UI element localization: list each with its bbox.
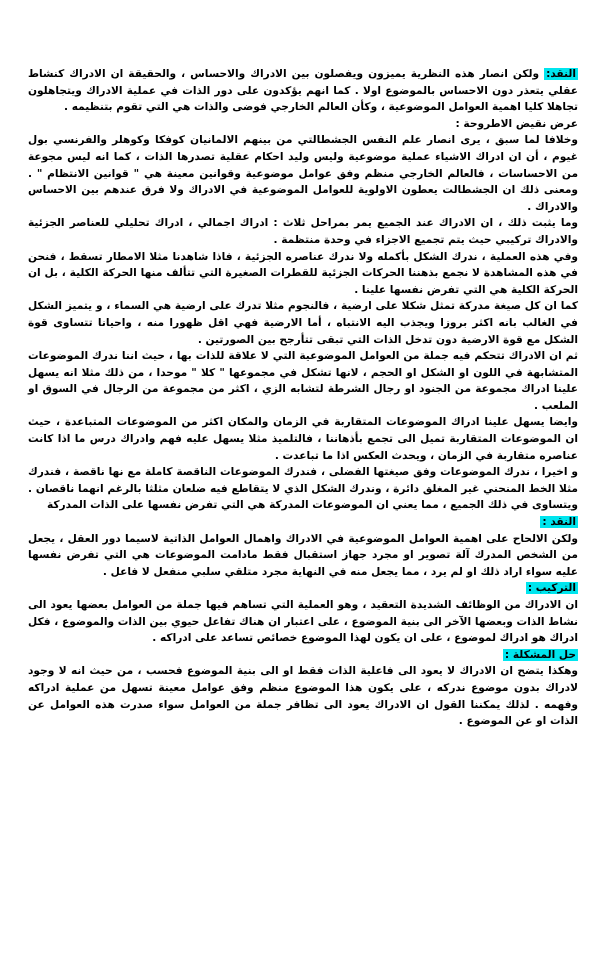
synthesis-label: التركيب : (527, 582, 576, 595)
body-paragraph: وخلافا لما سبق ، يرى انصار علم النفس الجشطالتي من بينهم الالمانيان كوفكا وكوهلر والفرنسي بول غيوم ، أن ان ادراك الاشياء عملية موضوعية وليس وليد احكام عقلية تصدرها الذات ، كما انه ليس مجوعة من الاحساسات ، فالعالم الخارجي منظم وفق عوامل موضوعية وقوانين معينة هي " قوانين الانتظام " . ومعنى ذلك ان الجشطالت يعطون الاولوية للعوامل الموضوعية في الادراك ولا فرق عندهم بين الاحساس والادراك . (28, 134, 578, 213)
critique-text-2: ولكن الالحاح على اهمية العوامل الموضوعية في الادراك واهمال العوامل الذاتية لاسيما دور العقل ، يجعل من الشخص المدرك آلة تصوير او مجرد جهاز استقبال فقط مادامت الموضوعات هي التي تفرض نفسها عليه سواء اراد ذلك او لم يرد ، مما يجعل منه في النهاية مجرد متلقي سلبي منفعل لا فاعل . (28, 532, 578, 578)
body-paragraph: ثم ان الادراك تتحكم فيه جملة من العوامل الموضوعية التي لا علاقة للذات بها ، حيث اننا ندرك الموضوعات المتشابهة في اللون او الشكل او الحجم ، لانها تشكل في مجموعها " كلا " موحدا ، من ذلك مثلا انه يسهل علينا ادراك مجموعة من الجنود او رجال الشرطة لتشابه الزي ، اكثر من مجموعة من الرجال في السوق او الملعب . (28, 350, 578, 412)
solution-text: وهكذا يتضح ان الادراك لا يعود الى فاعلية الذات فقط او الى بنية الموضوع فحسب ، من حيث انه لا وجود لادراك بدون موضوع ندركه ، على يكون هذا الموضوع منظم وفق عوامل معينة تسهل من عملية ادراكه وفهمه . لذلك يمكننا القول ان الادراك يعود الى تظافر جملة من العوامل سواء صدرت هذه العوامل عن الذات او عن الموضوع . (28, 665, 578, 728)
solution-label: حل المشكلة : (504, 648, 576, 661)
document-body (28, 66, 578, 730)
critique-label-2-line (28, 514, 578, 531)
critique-label-2: النقد : (542, 516, 576, 529)
body-paragraph: و اخيرا ، ندرك الموضوعات وفق صيغتها الفضلى ، فندرك الموضوعات الناقصة كاملة مع نها ناقصة ، فندرك مثلا الخط المنحني غير المغلق دائرة ، وندرك الشكل الذي لا يتقاطع فيه ضلعان مثلثا بالرغم انهما ناقصان . ويتساوى في ذلك الجميع ، مما يعني ان الموضوعات المدركة هي التي تفرض نفسها على الذات المدركة (28, 466, 578, 512)
body-paragraph: كما ان كل صيغة مدركة تمثل شكلا على ارضية ، فالنجوم مثلا تدرك على ارضية هي السماء ، و يتميز الشكل في الغالب بانه اكثر بروزا ويجذب اليه الانتباه ، أما الارضية فهي اقل ظهورا منه ، واحيانا تتساوى قوة الشكل مع قوة الارضية دون تدخل الذات التي تبقى تتأرجح بين الصورتين . (28, 300, 578, 346)
solution-label-line (28, 647, 578, 664)
critique-label-1: النقد: (546, 68, 576, 80)
synthesis-text: ان الادراك من الوظائف الشديدة التعقيد ، وهو العملية التي تساهم فيها جملة من العوامل بعضها يعود الى نشاط الذات وبعضها الآخر الى بنية الموضوع ، على اعتبار ان هناك تفاعل حيوي بين الذات والموضوع ، فكل ادراك هو ادراك لموضوع ، على ان يكون لهذا الموضوع خصائص تساعد على ادراكه . (28, 599, 578, 645)
body-paragraph: وفي هذه العملية ، ندرك الشكل بأكمله ولا ندرك عناصره الجزئية ، فاذا شاهدنا مثلا الامطار تسقط ، فنحن في هذه المشاهدة لا نجمع بذهننا الحركات الجزئية للقطرات الصغيرة التي تتألف منها الحركة الكلية ، بل ان الحركة الكلية هي التي تفرض نفسها علينا . (28, 250, 578, 296)
body-paragraph: وايضا يسهل علينا ادراك الموضوعات المتقاربة في الزمان والمكان اكثر من الموضوعات المتباعدة ، حيث ان الموضوعات المتقاربة تميل الى تجمع بأذهاننا ، فالتلميذ مثلا يسهل عليه فهم وادراك درس ما اذا كانت عناصره متقاربة في الزمان ، ويحدث العكس اذا ما تباعدت . (28, 416, 578, 462)
body-paragraph: وما يثبت ذلك ، ان الادراك عند الجميع يمر بمراحل ثلاث : ادراك اجمالي ، ادراك تحليلي للعناصر الجزئية والادراك تركيبي حيث يتم تجميع الاجزاء في وحدة منتظمة . (28, 217, 578, 246)
critique-paragraph-1 (28, 66, 578, 116)
synthesis-label-line (28, 580, 578, 597)
antithesis-heading: عرض نقيض الاطروحة : (455, 117, 578, 130)
critique-text-1: ولكن انصار هذه النظرية يميزون ويفصلون بين الادراك والاحساس ، والحقيقة ان الادراك كنشاط عقلي يتعذر دون الاحساس بالموضوع اولا . كما انهم يؤكدون على دور الذات في عملية الادراك ويتجاهلون تجاهلا كليا اهمية العوامل الموضوعية ، وكأن العالم الخارجي فوضى والذات هي التي تقوم بتنظيمه . (28, 68, 578, 114)
